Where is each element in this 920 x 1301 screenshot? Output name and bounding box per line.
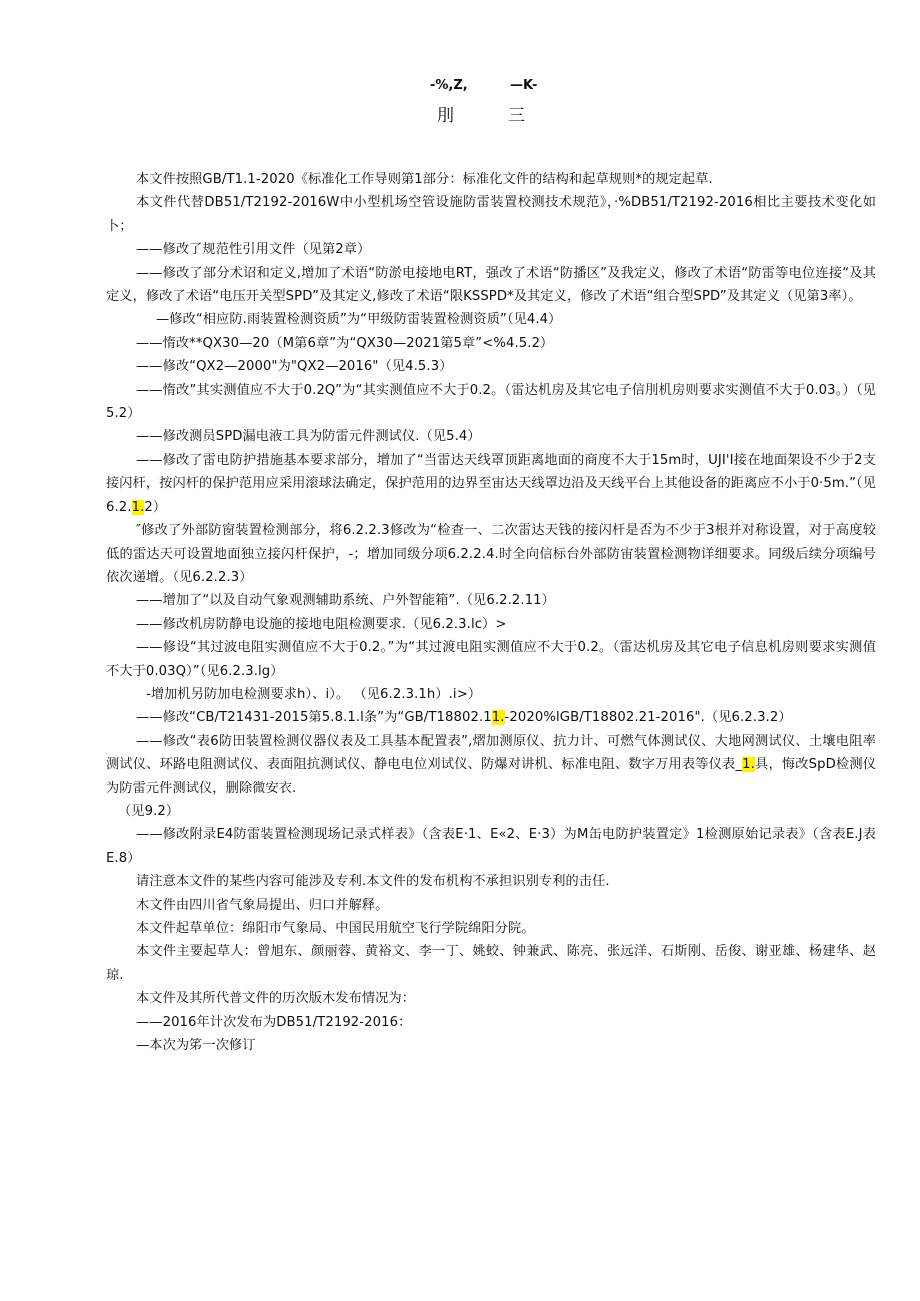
paragraph: （见9.2） bbox=[118, 803, 180, 819]
paragraph: 木文件由四川省气象局提出、归口并解释。 bbox=[136, 897, 389, 913]
paragraph: 请注意本文件的某些内容可能涉及专利.本文件的发布机构不承担识别专利的击任. bbox=[136, 874, 610, 890]
header-mark-right: —K- bbox=[510, 78, 538, 93]
paragraph: -增加机另防加电检测要求h）、i）。 （见6.2.3.1h）.i>） bbox=[146, 686, 482, 702]
highlight-mark: 1. bbox=[131, 499, 145, 515]
foreword-body bbox=[106, 168, 876, 1057]
paragraph-text: ——修改“CB/T21431-2015第5.8.1.l条”为“GB/T18802.1 bbox=[136, 710, 492, 726]
paragraph-text: ——修改“表6防田装置检测仪器仪表及工具基本配置表”,熠加测原仪、抗力计、可燃气体测试仪、大地网测试仪、土壤电阻率测试仪、环路电阻测试仪、表面阻抗测试仪、静电电位刈试仪、防爆对讲机、标准电阻、数字万用表等仪表_ bbox=[106, 733, 876, 773]
paragraph: —修改“相应防.雨装置检测资质”为“甲级防雷装置检测资质”（见4.4） bbox=[156, 312, 562, 328]
paragraph: ——惰改**QX30—20（M第6章”为“QX30—2021第5章”<%4.5.2） bbox=[136, 335, 554, 351]
paragraph: 本文件及其所代普文件的历次版木发布情况为： bbox=[136, 991, 416, 1007]
paragraph-text: 具，悔改SpD检测仪为防雷元件测试仪，删除微安衣. bbox=[106, 757, 877, 796]
foreword-title-left: 刖 bbox=[437, 106, 454, 126]
paragraph: ——修改测员SPD漏电液工具为防雷元件测试仪.（见5.4） bbox=[136, 429, 481, 445]
paragraph: —本次为笫一次修订 bbox=[136, 1038, 256, 1054]
paragraph: ——增加了“以及自动气象观测辅助系统、户外智能箱”.（见6.2.2.11） bbox=[136, 593, 555, 609]
foreword-title-right: 三 bbox=[508, 106, 525, 126]
paragraph: ——修改了部分术诏和定义,增加了术语“防淤电接地电RT，强改了术语“防播区”及我定义，修改了术语“防雷等电位连接“及其定义，修改了术语“电压开关型SPD”及其定义,修改了术语“限KSSPD*及其定义，修改了术语“组合型SPD”及其定义（见第3率）。 bbox=[106, 265, 876, 305]
paragraph: ——修改附录E4防雷装置检测现场记录式样表》（含表E·1、E«2、E·3）为M缶电防护装置定》1检测原始记录表》（含表E.J表E.8） bbox=[106, 827, 876, 866]
paragraph-text: ——修改了雷电防护措施基本要求部分，增加了“当雷达天线罩顶距离地面的商度不大于15m时，UJI'I接在地面架设不少于2支接闪杆，按闪杆的保护范用应采用滚球法确定，保护范用的边界至宙达天线罩边沿及天线平台上其他设备的距离应不小于0·5m.”（见6.2. bbox=[106, 452, 876, 515]
highlight-mark: 1. bbox=[491, 710, 505, 726]
paragraph: ——2016年计次发布为DB51/T2192-2016： bbox=[136, 1014, 412, 1030]
paragraph-text: -2020%lGB/T18802.21-2016".（见6.2.3.2） bbox=[504, 710, 792, 726]
paragraph: 本文件代替DB51/T2192-2016W中小型机场空管设施防雷装置校测技术规范》，·%DB51/T2192-2016相比主要技术变化如卜； bbox=[106, 195, 876, 234]
paragraph-text: 2） bbox=[144, 499, 167, 515]
highlight-mark: 1. bbox=[742, 757, 755, 773]
paragraph: ——惰改”其实测值应不大于0.2Q”为“其实测值应不大于0.2。（雷达机房及其它电子信刖机房则要求实测值不大于0.03。）（见5.2） bbox=[106, 382, 876, 422]
paragraph bbox=[106, 449, 876, 519]
paragraph: 本文件起草单位：绵阳市气象局、中国民用航空飞行学院绵阳分院。 bbox=[136, 921, 535, 936]
paragraph: ″修改了外部防窗装置检测部分，将6.2.2.3修改为“检查一、二次雷达天钱的接闪杆是否为不少于3根并对称设置，对于高度较低的雷达天可设置地面独立接闪杆保护，-；增加同级分项6.2.2.4.时全向信标台外部防宙装置检测物详细要求。同级后续分项编号依次递增。（见6.2.2.3） bbox=[106, 523, 876, 585]
paragraph: ——修改“QX2—2000"为"QX2—2016"（见4.5.3） bbox=[136, 359, 453, 375]
paragraph bbox=[106, 730, 876, 800]
paragraph bbox=[106, 706, 876, 729]
paragraph: 本文件按照GB/T1.1-2020《标准化工作导则第1部分：标准化文件的结构和起草规则*的规定起草. bbox=[136, 172, 713, 187]
header-mark-left: -%,Z, bbox=[430, 78, 468, 93]
paragraph: ——修改机房防静电设施的接地电阻检测要求.（见6.2.3.lc）> bbox=[136, 616, 507, 632]
paragraph: ——修设“其过波电阻实测值应不大于0.2。”为“其过渡电阻实测值应不大于0.2。（雷达机房及其它电子信息机房则要求实测值不大于0.03Q）”（见6.2.3.lg） bbox=[106, 640, 876, 679]
paragraph: ——修改了规范性引用文件（见第2章） bbox=[136, 242, 371, 258]
paragraph: 本文件主要起草人：曾旭东、颜丽蓉、黄裕文、李一丁、姚蛟、钟兼武、陈亮、张远洋、石斯刚、岳俊、谢亚雄、杨建华、赵琼. bbox=[106, 944, 876, 983]
